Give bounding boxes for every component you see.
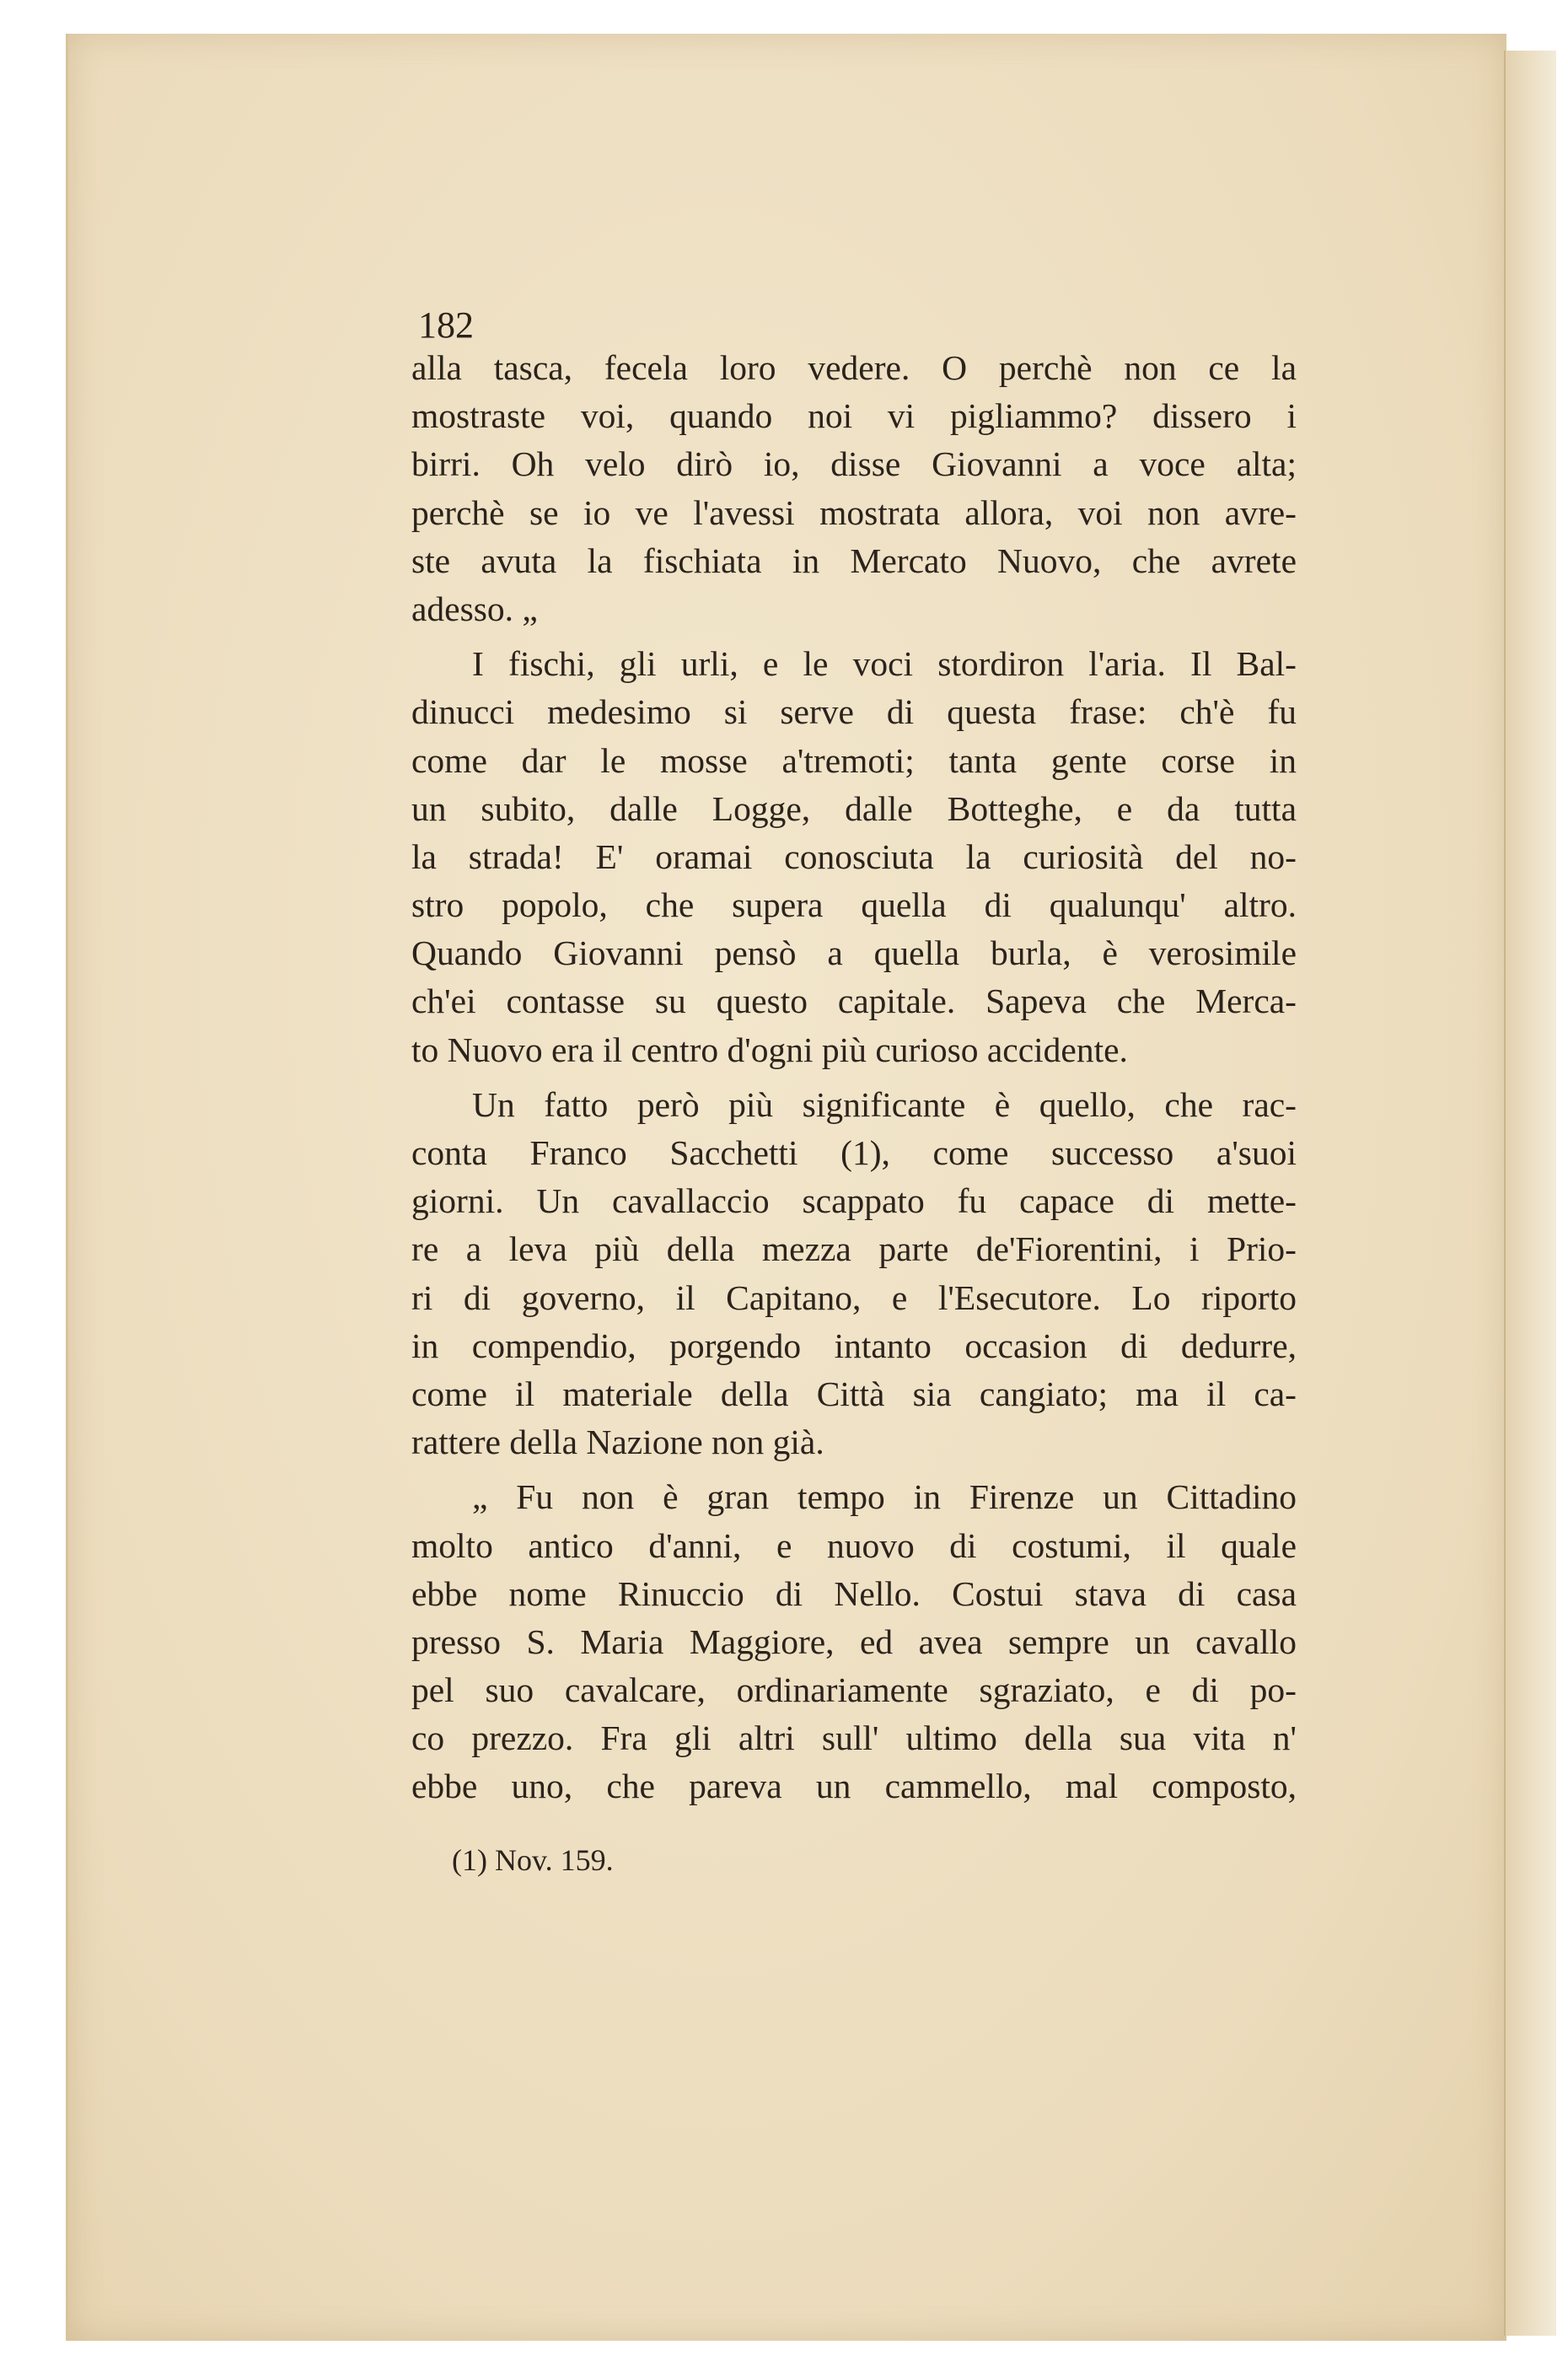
paragraph-gap <box>411 633 1297 640</box>
page-number: 182 <box>418 304 474 346</box>
text-line: co prezzo. Fra gli altri sull' ultimo della sua vita n' <box>411 1718 1297 1758</box>
text-line: ebbe nome Rinuccio di Nello. Costui stava di casa <box>411 1573 1297 1613</box>
text-line: I fischi, gli urli, e le voci stordiron l'aria. Il Bal- <box>472 644 1297 684</box>
text-line: alla tasca, fecela loro vedere. O perchè non ce la <box>411 348 1297 387</box>
text-line: Un fatto però più significante è quello, che rac- <box>472 1084 1297 1124</box>
text-line: pel suo cavalcare, ordinariamente sgraziato, e di po- <box>411 1670 1297 1710</box>
text-line: Quando Giovanni pensò a quella burla, è verosimile <box>411 933 1297 973</box>
text-line: la strada! E' oramai conosciuta la curiosità del no- <box>411 836 1297 876</box>
text-line: rattere della Nazione non già. <box>411 1423 824 1462</box>
text-line: dinucci medesimo si serve di questa frase: ch'è fu <box>411 692 1297 732</box>
text-line: ri di governo, il Capitano, e l'Esecutore. Lo riporto <box>411 1277 1297 1317</box>
text-line: in compendio, porgendo intanto occasion di dedurre, <box>411 1326 1297 1365</box>
text-line: adesso. „ <box>411 589 538 628</box>
body-text <box>411 344 1297 1811</box>
paragraph-gap <box>411 1466 1297 1473</box>
page-edge <box>1504 51 1556 2336</box>
text-line: birri. Oh velo dirò io, disse Giovanni a voce alta; <box>411 444 1297 484</box>
paragraph-3 <box>411 1081 1297 1467</box>
text-line: come il materiale della Città sia cangiato; ma il ca- <box>411 1374 1297 1413</box>
text-line: to Nuovo era il centro d'ogni più curioso accidente. <box>411 1030 1128 1069</box>
text-line: come dar le mosse a'tremoti; tanta gente corse in <box>411 740 1297 780</box>
text-line: conta Franco Sacchetti (1), come successo a'suoi <box>411 1133 1297 1172</box>
text-line: un subito, dalle Logge, dalle Botteghe, e da tutta <box>411 788 1297 828</box>
text-line: presso S. Maria Maggiore, ed avea sempre un cavallo <box>411 1622 1297 1661</box>
text-line: mostraste voi, quando noi vi pigliammo? dissero i <box>411 396 1297 436</box>
paragraph-1 <box>411 344 1297 633</box>
text-line: ste avuta la fischiata in Mercato Nuovo, che avrete <box>411 541 1297 580</box>
text-line: „ Fu non è gran tempo in Firenze un Cittadino <box>472 1477 1297 1517</box>
text-line: ebbe uno, che pareva un cammello, mal composto, <box>411 1767 1297 1806</box>
text-line: molto antico d'anni, e nuovo di costumi, il quale <box>411 1525 1297 1565</box>
text-line: ch'ei contasse su questo capitale. Sapeva che Merca- <box>411 982 1297 1021</box>
text-line: perchè se io ve l'avessi mostrata allora, voi non avre- <box>411 492 1297 532</box>
paragraph-4 <box>411 1473 1297 1810</box>
text-line: re a leva più della mezza parte de'Fiorentini, i Prio- <box>411 1229 1297 1269</box>
paragraph-2 <box>411 640 1297 1074</box>
footnote: (1) Nov. 159. <box>452 1843 614 1877</box>
text-line: stro popolo, che supera quella di qualunqu' altro. <box>411 885 1297 925</box>
paragraph-gap <box>411 1074 1297 1081</box>
text-line: giorni. Un cavallaccio scappato fu capace di mette- <box>411 1181 1297 1221</box>
